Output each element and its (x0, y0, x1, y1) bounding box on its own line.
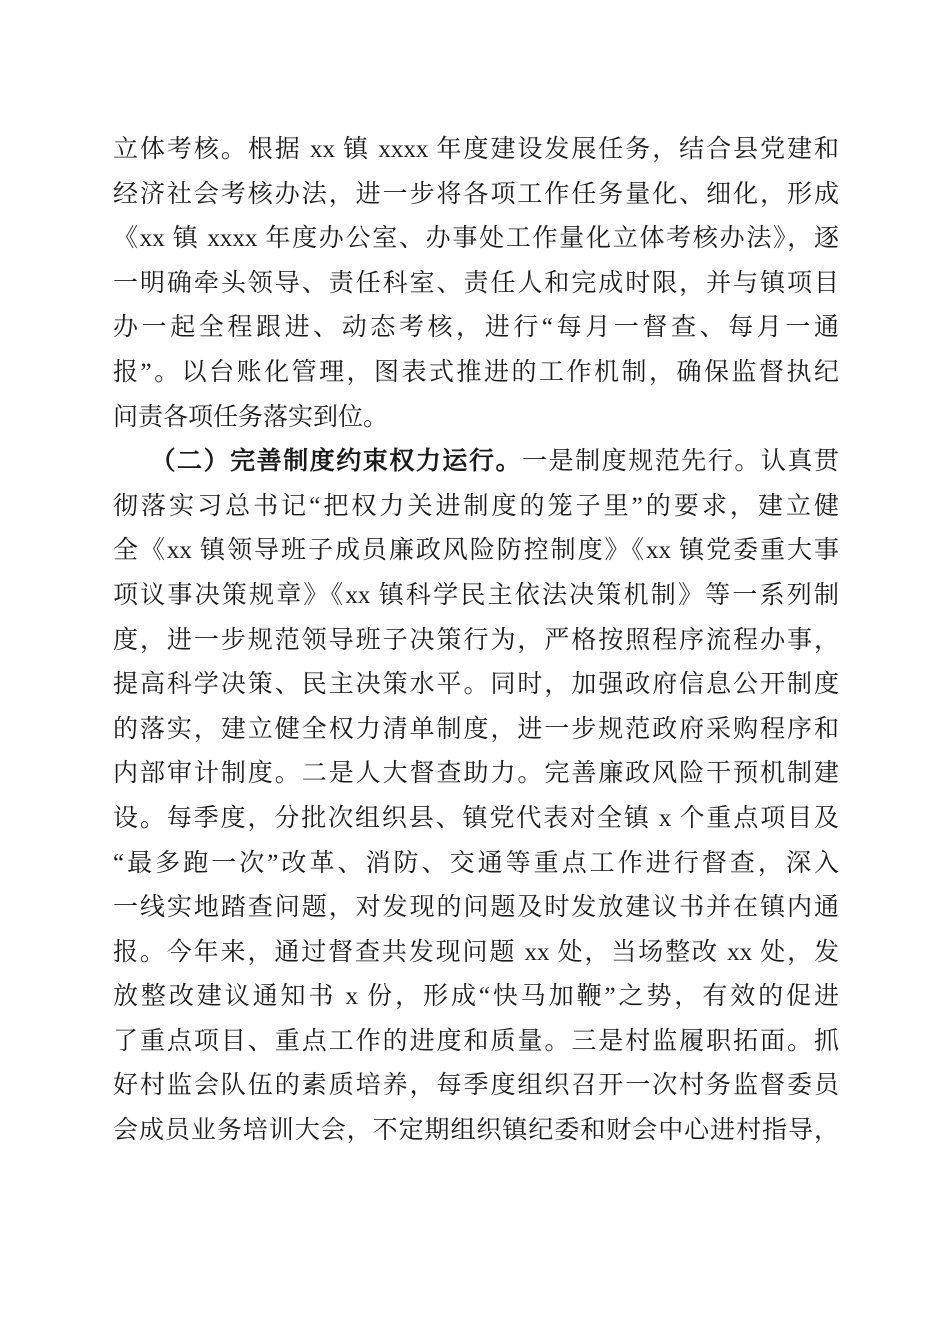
text-segment: 《xx 镇 xxxx 年度办公室、办事处工作量化立体考核办法》，逐 (113, 225, 839, 253)
text-line (113, 842, 839, 887)
text-line (113, 440, 839, 485)
text-line (113, 173, 839, 218)
text-segment: 问责各项任务落实到位。 (113, 403, 389, 431)
text-line (113, 1109, 839, 1154)
text-segment: “最多跑一次”改革、消防、交通等重点工作进行督查，深入 (113, 849, 839, 877)
text-line (113, 217, 839, 262)
text-segment: 设。每季度，分批次组织县、镇党代表对全镇 x 个重点项目及 (113, 804, 839, 832)
text-line (113, 351, 839, 396)
text-line (113, 752, 839, 797)
text-line (113, 529, 839, 574)
text-segment: 度，进一步规范领导班子决策行为，严格按照程序流程办事， (113, 626, 839, 654)
text-line (113, 306, 839, 351)
text-segment: 一线实地踏查问题，对发现的问题及时发放建议书并在镇内通 (113, 894, 839, 922)
text-segment: 一是制度规范先行。认真贯 (522, 448, 839, 476)
text-segment: 会成员业务培训大会，不定期组织镇纪委和财会中心进村指导， (113, 1117, 839, 1145)
text-segment: 报。今年来，通过督查共发现问题 xx 处，当场整改 xx 处，发 (113, 938, 839, 966)
text-segment: 了重点项目、重点工作的进度和质量。三是村监履职拓面。抓 (113, 1027, 839, 1055)
text-segment: 全《xx 镇领导班子成员廉政风险防控制度》《xx 镇党委重大事 (113, 537, 839, 565)
section-heading: （二）完善制度约束权力运行。 (150, 448, 523, 476)
text-line (113, 396, 839, 441)
text-line (113, 886, 839, 931)
text-segment: 报”。以台账化管理，图表式推进的工作机制，确保监督执纪 (113, 358, 839, 386)
document-body (113, 128, 839, 1154)
text-segment: 放整改建议通知书 x 份，形成“快马加鞭”之势，有效的促进 (113, 983, 839, 1011)
text-segment: 好村监会队伍的素质培养，每季度组织召开一次村务监督委员 (113, 1072, 839, 1100)
text-line (113, 708, 839, 753)
text-segment: 内部审计制度。二是人大督查助力。完善廉政风险干预机制建 (113, 760, 839, 788)
text-segment: 项议事决策规章》《xx 镇科学民主依法决策机制》等一系列制 (113, 581, 839, 609)
text-line (113, 619, 839, 664)
text-segment: 的落实，建立健全权力清单制度，进一步规范政府采购程序和 (113, 715, 839, 743)
text-segment: 经济社会考核办法，进一步将各项工作任务量化、细化，形成 (113, 180, 839, 208)
text-line (113, 931, 839, 976)
text-line (113, 262, 839, 307)
text-segment: 立体考核。根据 xx 镇 xxxx 年度建设发展任务，结合县党建和 (113, 136, 839, 163)
text-line (113, 574, 839, 619)
text-line (113, 663, 839, 708)
text-segment: 办一起全程跟进、动态考核，进行“每月一督查、每月一通 (113, 314, 839, 342)
text-segment: 一明确牵头领导、责任科室、责任人和完成时限，并与镇项目 (113, 269, 839, 297)
text-line (113, 797, 839, 842)
text-segment: 提高科学决策、民主决策水平。同时，加强政府信息公开制度 (113, 671, 839, 699)
text-line (113, 975, 839, 1020)
text-line (113, 1020, 839, 1065)
text-segment: 彻落实习总书记“把权力关进制度的笼子里”的要求，建立健 (113, 492, 839, 520)
text-line (113, 485, 839, 530)
text-line (113, 1064, 839, 1109)
text-line (113, 128, 839, 173)
